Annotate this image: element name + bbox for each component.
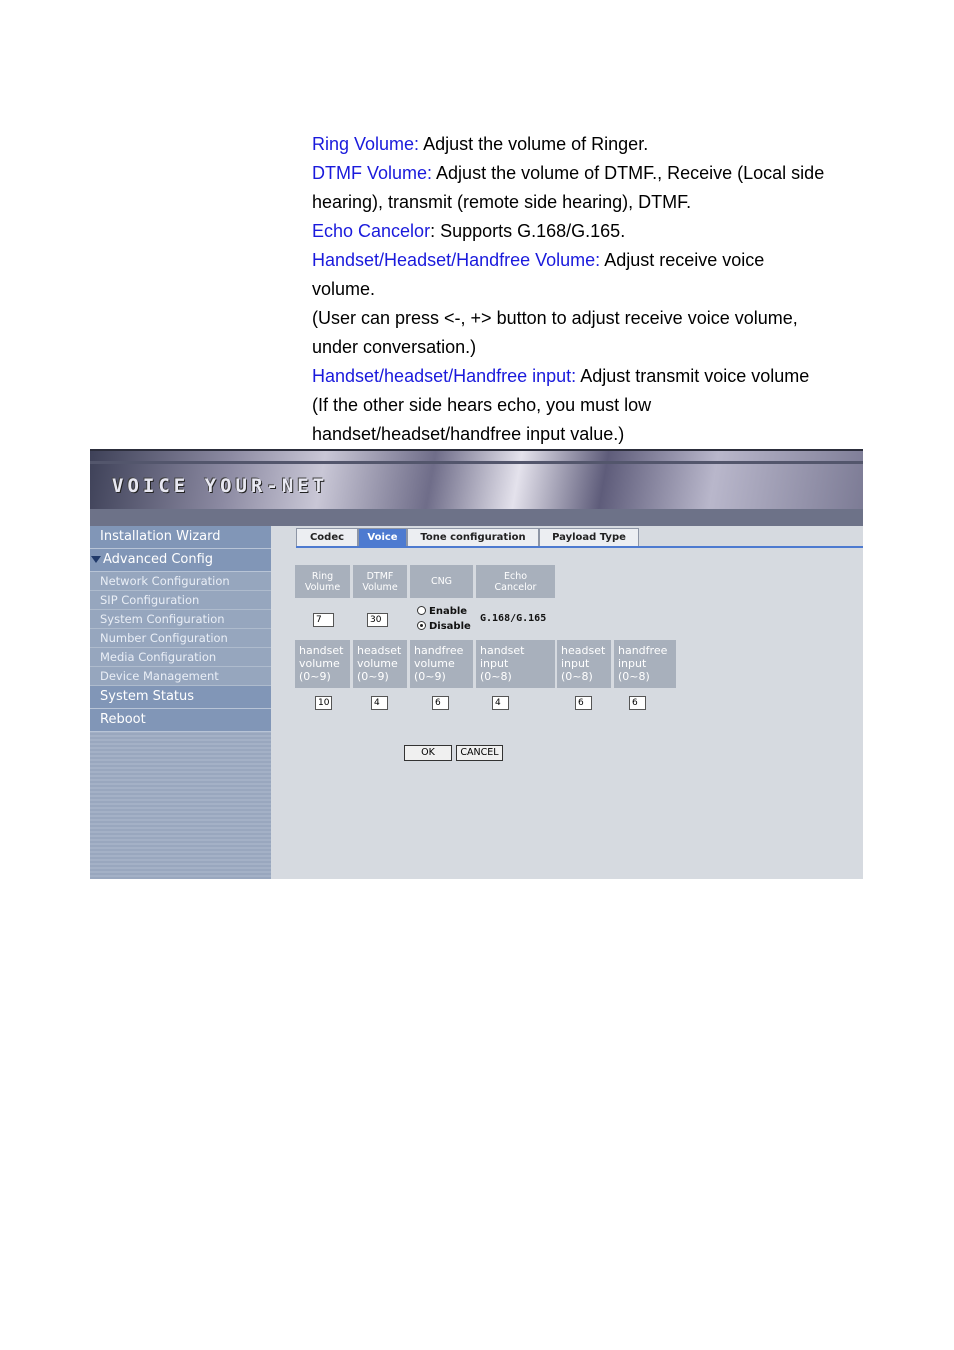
headset-volume-header-l2: volume [357,657,398,670]
handfree-volume-header [410,640,473,688]
headset-volume-header-l3: (0~9) [357,670,389,683]
handfree-input-header-l1: handfree [618,644,668,657]
tab-underline [296,546,863,548]
dtmf-volume-term: DTMF Volume: [312,163,433,183]
handfree-input-header [614,640,676,688]
cng-enable-label: Enable [429,606,468,617]
menu-network-configuration[interactable]: Network Configuration [90,572,271,591]
ring-volume-paragraph [312,130,872,159]
dtmf-volume-desc: Adjust the volume of DTMF., Receive (Local side [432,163,825,183]
echo-cancelor-term: Echo Cancelor [312,221,431,241]
headset-input-header-l2: input [561,657,590,670]
banner-stripe [90,461,863,464]
menu-advanced-config[interactable] [90,549,271,572]
menu-installation-wizard[interactable]: Installation Wizard [90,526,271,549]
handfree-input-header-l3: (0~8) [618,670,650,683]
handset-input-header-l2: input [480,657,509,670]
input-term: Handset/headset/Handfree input: [312,366,577,386]
dtmf-volume-input[interactable]: 30 [367,613,388,627]
menu-system-status[interactable]: System Status [90,686,271,709]
input-note-1: (If the other side hears echo, you must low [312,395,652,415]
dtmf-volume-header-l2: Volume [362,581,398,593]
menu-number-configuration[interactable]: Number Configuration [90,629,271,648]
headset-volume-header-l1: headset [357,644,402,657]
handset-volume-input[interactable]: 10 [315,696,332,710]
ring-volume-term: Ring Volume: [312,134,420,154]
input-desc: Adjust transmit voice volume [576,366,810,386]
receive-volume-term: Handset/Headset/Handfree Volume: [312,250,601,270]
echo-cancelor-header-l1: Echo [503,570,528,582]
dtmf-volume-paragraph [312,159,872,188]
menu-media-configuration[interactable]: Media Configuration [90,648,271,667]
tab-voice[interactable]: Voice [358,528,407,546]
headset-input-input[interactable]: 6 [575,696,592,710]
cng-enable-radio[interactable] [417,606,426,615]
sidebar [90,526,271,879]
headset-input-header [557,640,611,688]
triangle-down-icon [91,556,101,563]
handfree-input-header-l2: input [618,657,647,670]
handfree-volume-header-l3: (0~9) [414,670,446,683]
receive-volume-note-2: under conversation.) [312,337,477,357]
handset-volume-header-l3: (0~9) [299,670,331,683]
input-paragraph [312,362,872,391]
handfree-volume-header-l2: volume [414,657,455,670]
banner-bottom-bar [90,509,863,526]
handset-volume-header [295,640,350,688]
menu-sip-configuration[interactable]: SIP Configuration [90,591,271,610]
ring-volume-input[interactable]: 7 [313,613,334,627]
tab-codec[interactable]: Codec [296,528,358,546]
dtmf-volume-desc-cont: hearing), transmit (remote side hearing), DTMF. [312,192,692,212]
input-note-2: handset/headset/handfree input value.) [312,424,625,444]
cng-header: CNG [410,565,473,598]
handfree-input-input[interactable]: 6 [629,696,646,710]
echo-cancelor-header-l2: Cancelor [494,581,537,593]
handfree-volume-input[interactable]: 6 [432,696,449,710]
headset-input-header-l3: (0~8) [561,670,593,683]
handset-input-header-l3: (0~8) [480,670,512,683]
ring-volume-header-l2: Volume [304,581,341,593]
cng-enable-option[interactable] [417,605,467,619]
cng-disable-option[interactable] [417,620,471,634]
handset-input-header [476,640,555,688]
voice-settings-screenshot [90,449,863,879]
receive-volume-desc: Adjust receive voice [600,250,765,270]
logo-text: VOICE YOUR-NET [112,475,329,497]
receive-volume-paragraph [312,246,872,275]
ring-volume-header [295,565,350,598]
headset-volume-header [353,640,407,688]
handset-volume-header-l2: volume [299,657,340,670]
echo-cancelor-header [476,565,555,598]
cancel-button[interactable]: CANCEL [456,745,503,761]
handfree-volume-header-l1: handfree [414,644,464,657]
menu-reboot[interactable]: Reboot [90,709,271,732]
menu-system-configuration[interactable]: System Configuration [90,610,271,629]
menu-device-management[interactable]: Device Management [90,667,271,686]
ring-volume-header-l1: Ring [311,570,334,582]
receive-volume-desc-cont: volume. [312,279,376,299]
header-banner [90,449,863,526]
handset-volume-header-l1: handset [299,644,344,657]
dtmf-volume-header-l1: DTMF [366,570,394,582]
cng-disable-label: Disable [429,621,471,632]
handset-input-header-l1: handset [480,644,525,657]
cng-disable-radio[interactable] [417,621,426,630]
ring-volume-desc: Adjust the volume of Ringer. [419,134,649,154]
receive-volume-note-1: (User can press <-, +> button to adjust receive voice volume, [312,308,798,328]
headset-input-header-l1: headset [561,644,606,657]
echo-cancelor-paragraph [312,217,872,246]
headset-volume-input[interactable]: 4 [371,696,388,710]
tab-payload-type[interactable]: Payload Type [539,528,639,546]
echo-cancelor-value: G.168/G.165 [480,613,547,624]
menu-advanced-config-label: Advanced Config [103,552,214,567]
dtmf-volume-header [353,565,407,598]
ok-button[interactable]: OK [404,745,452,761]
handset-input-input[interactable]: 4 [492,696,509,710]
echo-cancelor-desc: : Supports G.168/G.165. [430,221,626,241]
tab-tone-configuration[interactable]: Tone configuration [407,528,539,546]
document-text [312,130,872,449]
